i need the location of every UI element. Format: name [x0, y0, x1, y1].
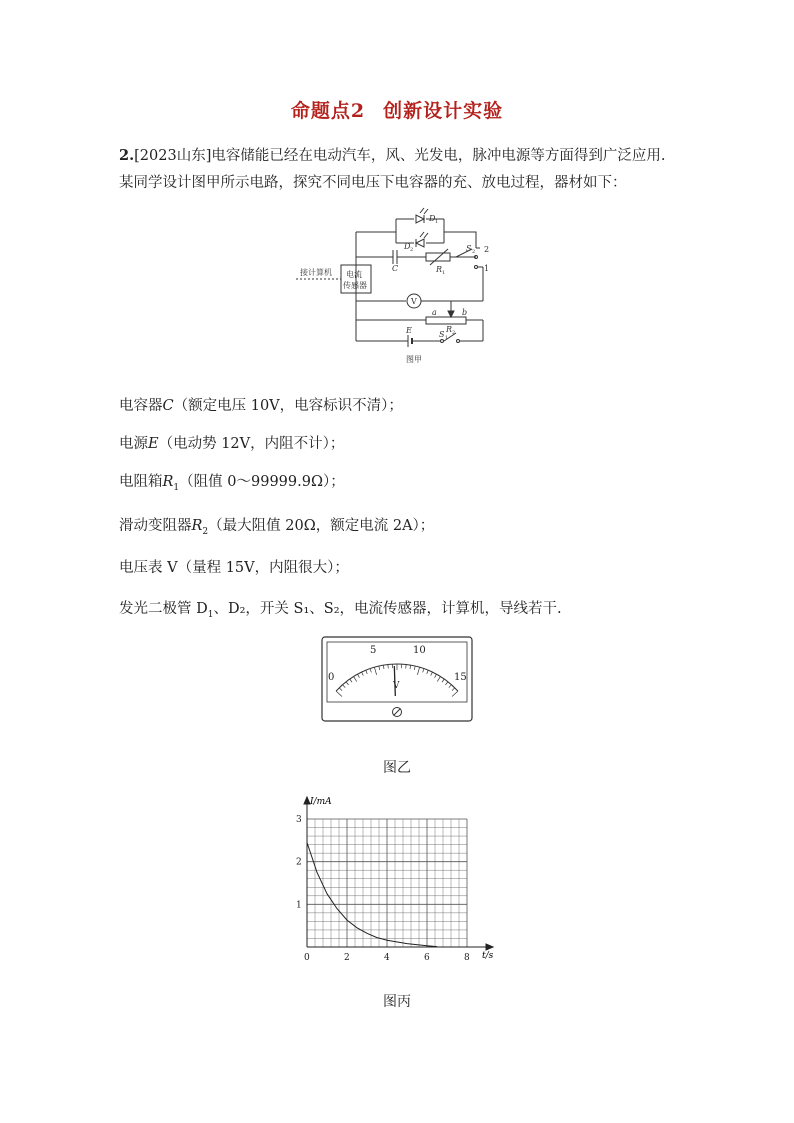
section-title-prefix: 命题点2 — [290, 100, 366, 122]
label-s1-sub: 1 — [445, 335, 449, 341]
label-sensor-1: 电流 — [346, 270, 362, 279]
label-s2-sub: 2 — [472, 249, 476, 255]
label-s2: S — [466, 244, 472, 253]
x-axis-label: t/s — [482, 951, 494, 961]
question-text — [119, 142, 679, 197]
label-voltmeter: V — [411, 297, 417, 306]
label-b: b — [462, 308, 468, 317]
material-item: 电压表 V（量程 15V，内阻很大）； — [119, 560, 349, 576]
question-number: 2. — [119, 147, 135, 164]
label-d1: D — [429, 214, 436, 223]
section-title-main: 创新设计实验 — [383, 100, 504, 122]
circuit-diagram — [296, 205, 506, 370]
section-title — [0, 96, 794, 123]
x-tick-label: 6 — [424, 953, 430, 963]
question-source: [2023山东] — [134, 148, 212, 164]
voltmeter-figure — [321, 636, 473, 722]
x-tick-label: 2 — [344, 953, 350, 963]
label-r2-sub: 2 — [452, 330, 456, 336]
y-tick-label: 3 — [296, 815, 302, 825]
material-item: 滑动变阻器$R_2$（最大阻值 20Ω，额定电流 2A）； — [119, 518, 435, 537]
label-r1-sub: 1 — [442, 270, 446, 276]
y-tick-label: 1 — [296, 900, 302, 911]
caption-fig-a: 图甲 — [406, 355, 422, 364]
scale-label-5: 5 — [370, 645, 377, 656]
label-a: a — [432, 308, 437, 317]
label-terminal-1: 1 — [484, 264, 490, 273]
material-item: 电阻箱$R_1$（阻值 0～99999.9Ω）； — [119, 474, 345, 493]
material-item: 发光二极管 $D_1$、D₂，开关 S₁、S₂，电流传感器，计算机，导线若干. — [119, 601, 562, 620]
label-r2: R — [446, 325, 453, 334]
unit-label: V — [393, 681, 400, 691]
current-time-chart — [290, 792, 505, 967]
current-decay-curve — [307, 843, 437, 947]
label-terminal-2: 2 — [484, 245, 490, 254]
scale-label-0: 0 — [328, 672, 335, 683]
label-c: C — [392, 264, 399, 273]
scale-label-10: 10 — [413, 645, 426, 656]
label-sensor-2: 传感器 — [343, 281, 367, 290]
material-item: 电容器C（额定电压 10V，电容标识不清）； — [119, 398, 403, 414]
material-item: 电源E（电动势 12V，内阻不计）； — [119, 436, 345, 452]
scale-label-15: 15 — [454, 672, 467, 683]
label-s1: S — [439, 330, 445, 339]
label-e: E — [406, 326, 412, 335]
x-tick-label: 4 — [384, 953, 390, 963]
label-computer: 接计算机 — [300, 268, 332, 277]
label-d1-sub: 1 — [435, 219, 439, 225]
label-d2: D — [404, 242, 411, 251]
y-axis-label: I/mA — [310, 797, 332, 807]
label-d2-sub: 2 — [410, 247, 414, 253]
x-axis-arrow — [486, 944, 493, 950]
x-tick-label: 8 — [464, 953, 470, 963]
y-tick-label: 2 — [296, 857, 302, 868]
question-body: 电容储能已经在电动汽车，风、光发电，脉冲电源等方面得到广泛应用.某同学设计图甲所示电路，探究不同电压下电容器的充、放电过程，器材如下： — [119, 148, 666, 191]
caption-fig-c: 图丙 — [383, 994, 411, 1010]
x-tick-label: 0 — [304, 953, 310, 963]
label-r1: R — [436, 265, 443, 274]
caption-fig-b: 图乙 — [383, 760, 411, 776]
